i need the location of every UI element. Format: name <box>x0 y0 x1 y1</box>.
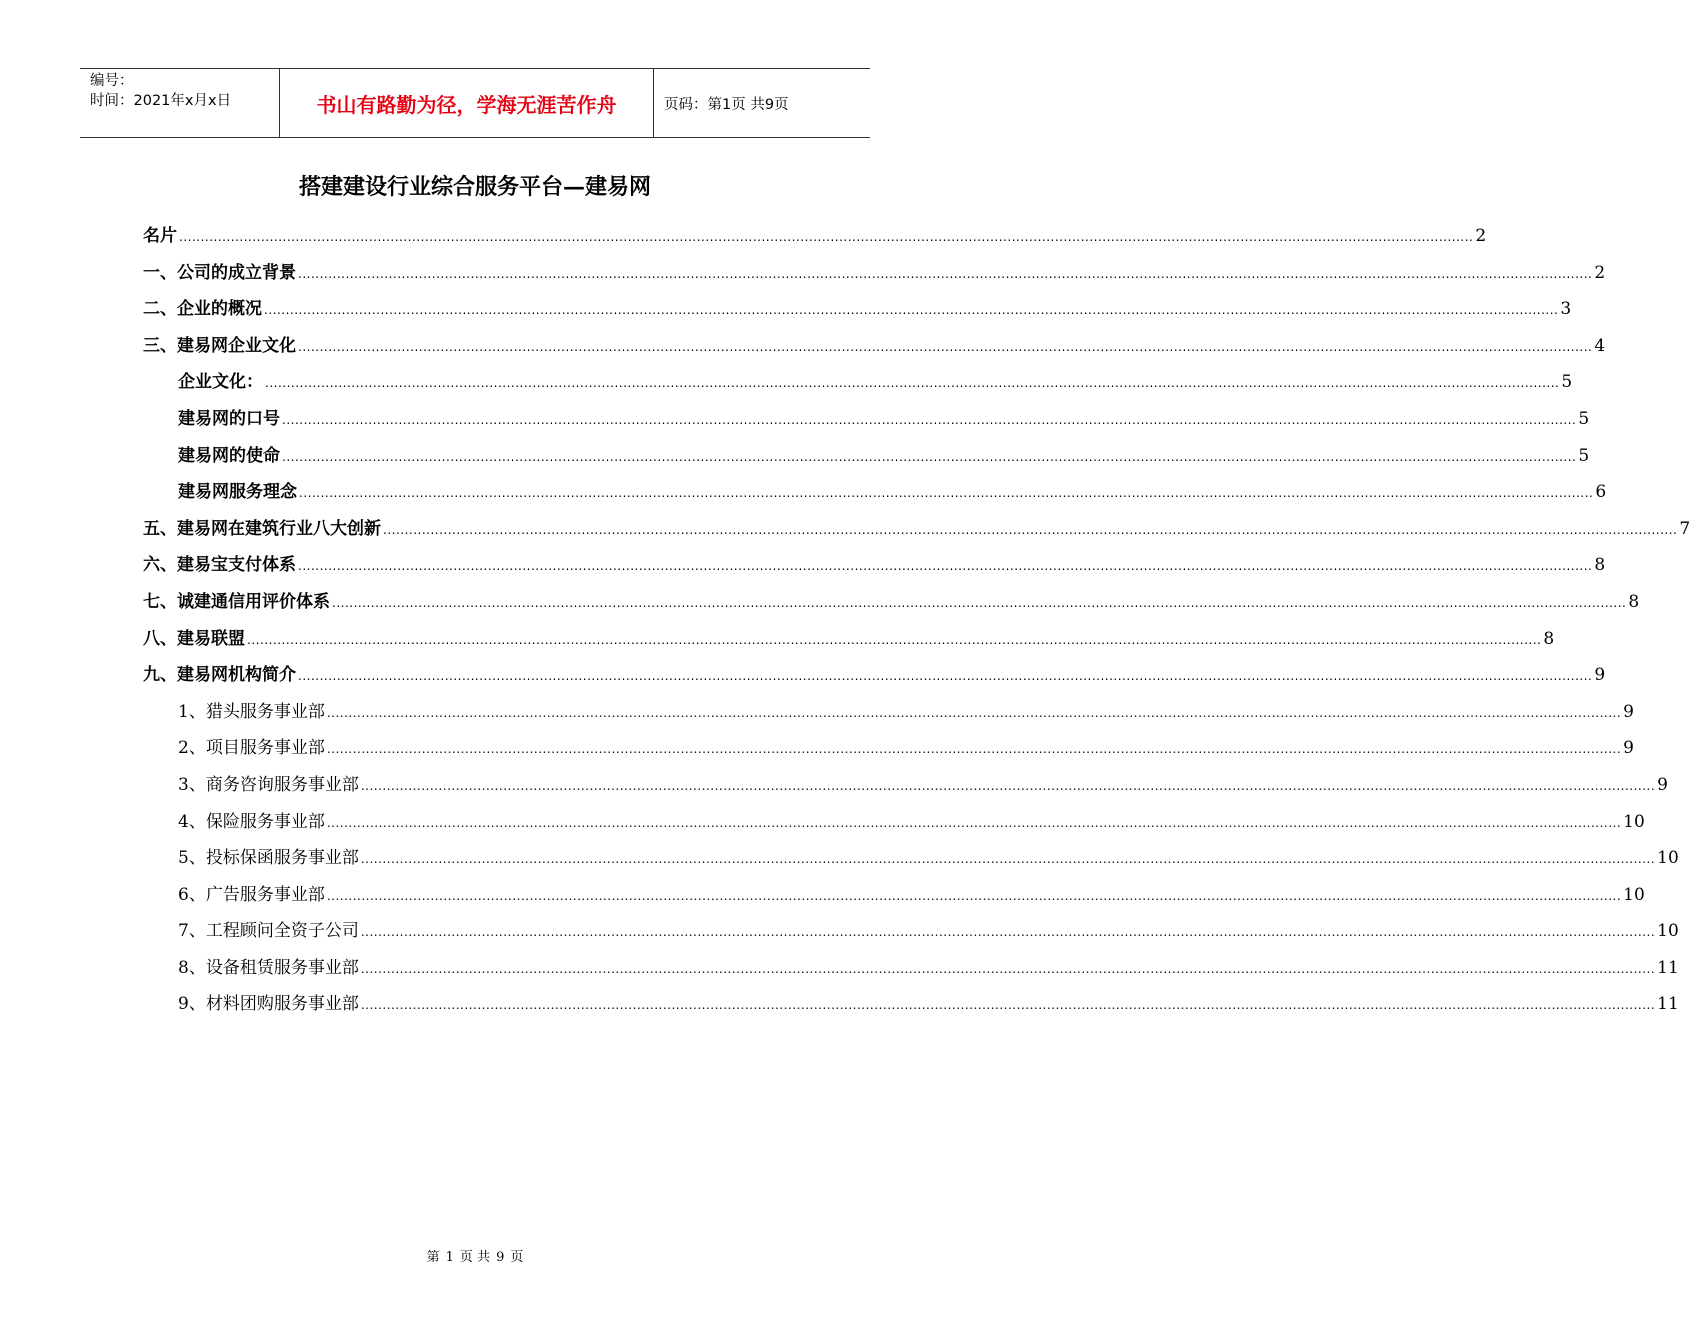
toc-entry[interactable] <box>143 401 1590 438</box>
toc-entry[interactable] <box>143 474 1607 511</box>
toc-entry-page: 5 <box>1578 445 1590 466</box>
toc-entry[interactable] <box>143 840 1679 877</box>
toc-entry-label: 企业文化： <box>178 372 263 393</box>
toc-entry-label: 八、建易联盟 <box>143 628 245 649</box>
toc-leader-dots: ............................................................................................................................................................................................................................................................................................................ <box>247 632 1542 647</box>
toc-entry[interactable] <box>143 694 1634 731</box>
toc-entry-label: 3、商务咨询服务事业部 <box>178 774 359 795</box>
header-time: 时间：2021年x月x日 <box>90 93 232 109</box>
toc-entry-label: 九、建易网机构简介 <box>143 665 296 686</box>
toc-entry-label: 三、建易网企业文化 <box>143 335 296 356</box>
toc-entry-label: 5、投标保函服务事业部 <box>178 848 359 869</box>
toc-leader-dots: ............................................................................................................................................................................................................................................................................................................ <box>298 669 1593 684</box>
toc-entry[interactable] <box>143 804 1645 841</box>
document-title: 搭建建设行业综合服务平台—建易网 <box>298 174 651 200</box>
toc-entry-page: 10 <box>1623 811 1645 832</box>
toc-entry-label: 2、项目服务事业部 <box>178 738 325 759</box>
toc-entry-label: 建易网服务理念 <box>178 482 297 503</box>
toc-entry-page: 8 <box>1594 555 1606 576</box>
toc-entry-label: 1、猎头服务事业部 <box>178 701 325 722</box>
toc-entry[interactable] <box>143 877 1645 914</box>
footer-suffix: 页 <box>510 1250 524 1265</box>
toc-entry[interactable] <box>143 621 1555 658</box>
toc-entry[interactable] <box>143 511 1690 548</box>
toc-entry-page: 9 <box>1623 738 1634 759</box>
toc-entry-label: 七、诚建通信用评价体系 <box>143 591 330 612</box>
toc-entry[interactable] <box>143 218 1487 255</box>
toc-entry-page: 5 <box>1578 408 1590 429</box>
toc-entry-page: 9 <box>1657 774 1668 795</box>
toc-entry-label: 4、保险服务事业部 <box>178 811 325 832</box>
toc-leader-dots: ............................................................................................................................................................................................................................................................................................................ <box>360 998 1656 1013</box>
toc-leader-dots: ............................................................................................................................................................................................................................................................................................................ <box>360 778 1656 793</box>
toc-leader-dots: ............................................................................................................................................................................................................................................................................................................ <box>264 303 1559 318</box>
toc-entry-page: 11 <box>1657 957 1679 978</box>
toc-leader-dots: ............................................................................................................................................................................................................................................................................................................ <box>282 412 1577 427</box>
toc-entry[interactable] <box>143 767 1668 804</box>
toc-entry-page: 2 <box>1475 226 1487 246</box>
toc-entry-label: 一、公司的成立背景 <box>143 262 296 283</box>
toc-entry-page: 4 <box>1594 335 1606 356</box>
toc-entry-page: 11 <box>1657 994 1679 1015</box>
footer-current-page: 1 <box>445 1250 454 1265</box>
toc-leader-dots: ............................................................................................................................................................................................................................................................................................................ <box>282 449 1577 464</box>
toc-entry[interactable] <box>143 438 1590 475</box>
table-of-contents <box>143 218 1690 1023</box>
toc-entry[interactable] <box>143 986 1679 1023</box>
footer-middle: 页 共 <box>459 1250 491 1265</box>
toc-entry-page: 10 <box>1623 884 1645 905</box>
toc-entry-page: 3 <box>1560 299 1572 320</box>
toc-leader-dots: ............................................................................................................................................................................................................................................................................................................ <box>298 339 1593 354</box>
toc-leader-dots: ............................................................................................................................................................................................................................................................................................................ <box>326 742 1622 757</box>
toc-entry-page: 10 <box>1657 921 1679 942</box>
toc-entry-page: 6 <box>1595 482 1607 503</box>
page-header <box>80 68 870 138</box>
toc-entry-label: 9、材料团购服务事业部 <box>178 994 359 1015</box>
toc-entry-page: 7 <box>1679 518 1690 539</box>
toc-entry[interactable] <box>143 950 1679 987</box>
header-motto: 书山有路勤为径，学海无涯苦作舟 <box>280 69 654 137</box>
page-footer <box>0 1246 950 1265</box>
toc-entry[interactable] <box>143 328 1606 365</box>
toc-leader-dots: ............................................................................................................................................................................................................................................................................................................ <box>360 925 1656 940</box>
footer-prefix: 第 <box>426 1250 440 1265</box>
header-page-info: 页码：第1页 共9页 <box>664 96 789 113</box>
toc-entry[interactable] <box>143 730 1634 767</box>
toc-entry[interactable] <box>143 364 1573 401</box>
toc-entry-page: 2 <box>1594 262 1606 283</box>
toc-leader-dots: ............................................................................................................................................................................................................................................................................................................ <box>298 266 1593 281</box>
toc-leader-dots: ............................................................................................................................................................................................................................................................................................................ <box>299 486 1594 501</box>
toc-leader-dots: ............................................................................................................................................................................................................................................................................................................ <box>298 559 1593 574</box>
toc-leader-dots: ............................................................................................................................................................................................................................................................................................................ <box>326 705 1622 720</box>
toc-leader-dots: ............................................................................................................................................................................................................................................................................................................ <box>360 961 1656 976</box>
toc-entry-label: 建易网的口号 <box>178 408 280 429</box>
toc-leader-dots: ............................................................................................................................................................................................................................................................................................................ <box>265 376 1560 391</box>
toc-entry[interactable] <box>143 913 1679 950</box>
toc-entry-label: 6、广告服务事业部 <box>178 884 325 905</box>
header-meta <box>80 69 280 137</box>
toc-entry-label: 7、工程顾问全资子公司 <box>178 921 359 942</box>
toc-entry[interactable] <box>143 547 1606 584</box>
toc-entry-page: 9 <box>1594 665 1606 686</box>
toc-entry[interactable] <box>143 291 1572 328</box>
toc-entry-label: 8、设备租赁服务事业部 <box>178 957 359 978</box>
toc-entry-page: 8 <box>1543 628 1555 649</box>
toc-entry-page: 10 <box>1657 848 1679 869</box>
toc-entry-label: 二、企业的概况 <box>143 299 262 320</box>
toc-entry[interactable] <box>143 657 1606 694</box>
footer-total-pages: 9 <box>496 1250 505 1265</box>
toc-leader-dots: ............................................................................................................................................................................................................................................................................................................ <box>332 595 1627 610</box>
toc-entry-label: 名片 <box>143 226 177 246</box>
toc-entry-label: 六、建易宝支付体系 <box>143 555 296 576</box>
toc-entry-label: 五、建易网在建筑行业八大创新 <box>143 518 381 539</box>
toc-leader-dots: ............................................................................................................................................................................................................................................................................................................ <box>383 522 1678 537</box>
toc-entry[interactable] <box>143 255 1606 292</box>
toc-entry-page: 9 <box>1623 701 1634 722</box>
toc-entry-page: 5 <box>1561 372 1573 393</box>
toc-leader-dots: ............................................................................................................................................................................................................................................................................................................ <box>360 852 1656 867</box>
toc-entry[interactable] <box>143 584 1640 621</box>
toc-entry-page: 8 <box>1628 591 1640 612</box>
toc-leader-dots: ............................................................................................................................................................................................................................................................................................................ <box>179 230 1474 244</box>
toc-leader-dots: ............................................................................................................................................................................................................................................................................................................ <box>326 888 1622 903</box>
toc-leader-dots: ............................................................................................................................................................................................................................................................................................................ <box>326 815 1622 830</box>
header-number: 编号： <box>90 73 134 89</box>
toc-entry-label: 建易网的使命 <box>178 445 280 466</box>
